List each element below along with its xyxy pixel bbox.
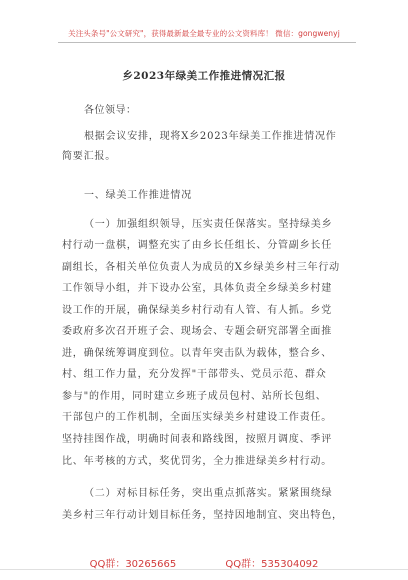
paragraph-line: 设工作的开展，确保绿美乡村行动有人管、有人抓。乡党 [62, 305, 332, 316]
paragraph-line: 村、组工作力量，充分发挥"干部带头、党员示范、群众 [62, 369, 327, 380]
paragraph-line: 参与"的作用，同时建立乡班子成员包村、站所长包组、 [62, 391, 327, 402]
paragraph-line: 村行动一盘棋，调整充实了由乡长任组长、分管副乡长任 [62, 240, 332, 251]
document-title: 乡2023年绿美工作推进情况汇报 [122, 70, 286, 82]
salutation: 各位领导： [84, 105, 137, 116]
section-heading: 一、绿美工作推进情况 [84, 190, 192, 201]
paragraph-line: （二）对标目标任务，突出重点抓落实。紧紧围绕绿 [84, 488, 333, 499]
paragraph-line: 工作领导小组，并下设办公室，具体负责全乡绿美乡村建 [62, 283, 332, 294]
intro-line: 简要汇报。 [62, 151, 116, 162]
qq-group-1: QQ群：30265665 [89, 559, 177, 570]
paragraph-line: 副组长，各相关单位负责人为成员的X乡绿美乡村三年行动 [62, 262, 340, 273]
paragraph-line: 进，确保统筹调度到位。以青年突击队为载体，整合乡、 [62, 348, 332, 359]
header-banner: 关注头条号"公文研究"，获得最新最全最专业的公文资料库！ 微信：gongwenyj [68, 29, 340, 38]
qq-group-2: QQ群：535304092 [225, 559, 319, 570]
footer-divider [0, 569, 408, 570]
paragraph-line: 美乡村三年行动计划目标任务，坚持因地制宜、突出特色， [62, 510, 343, 521]
paragraph-line: 委政府多次召开班子会、现场会、专题会研究部署全面推 [62, 326, 332, 337]
paragraph-line: （一）加强组织领导，压实责任保落实。坚持绿美乡 [84, 219, 333, 230]
header-divider [58, 42, 356, 43]
intro-line: 根据会议安排，现将X乡2023年绿美工作推进情况作 [84, 131, 337, 142]
paragraph-line: 干部包户的工作机制，全面压实绿美乡村建设工作责任。 [62, 412, 332, 423]
paragraph-line: 坚持挂图作战，明确时间表和路线图，按照月调度、季评 [62, 434, 332, 445]
footer-qq-groups [0, 555, 408, 570]
paragraph-line: 比、年考核的方式，奖优罚劣，全力推进绿美乡村行动。 [62, 456, 332, 467]
